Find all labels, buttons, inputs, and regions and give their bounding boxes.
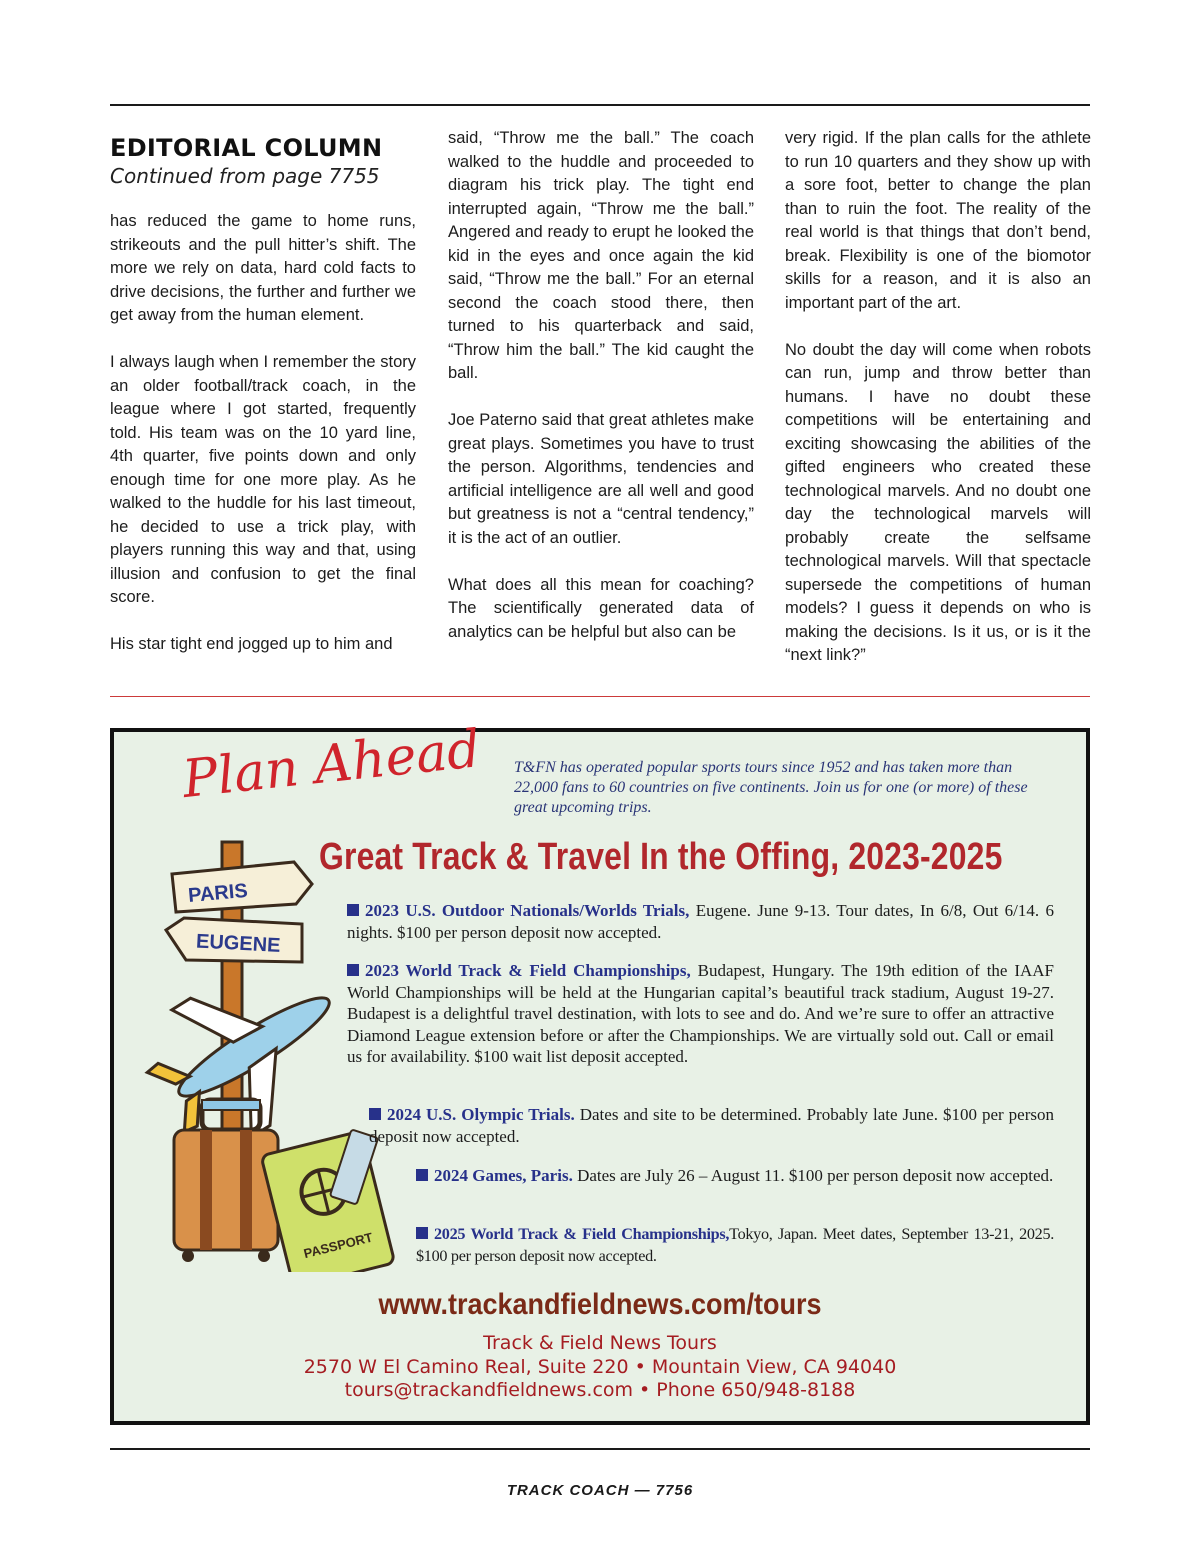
bullet-square-icon xyxy=(347,964,359,976)
tour-item-title: 2024 Games, Paris. xyxy=(434,1166,573,1185)
editorial-subtitle: Continued from page 7755 xyxy=(110,164,380,188)
tour-item-title: 2024 U.S. Olympic Trials. xyxy=(387,1105,575,1124)
paragraph: His star tight end jogged up to him and xyxy=(110,635,393,653)
tour-item xyxy=(347,900,1054,943)
paragraph: very rigid. If the plan calls for the athlete to run 10 quarters and they show up with a sore foot, better to change the plan than to ruin the foot. The reality of the real world is that things that don’t bend, break. Flexibility is one of the biomotor skills for a reason, and it is also an important part of the art. xyxy=(785,129,1091,312)
paris-sign-label: PARIS xyxy=(187,879,249,907)
contact-name: Track & Field News Tours xyxy=(483,1332,717,1354)
paragraph: I always laugh when I remember the story an older football/track coach, in the league where I got started, frequently told. His team was on the 10 yard line, 4th quarter, five points down and only enough time for one more play. As he walked to the huddle for his last timeout, he decided to use a trick play, with players running this way and that, using illusion and confusion to get the final score. xyxy=(110,353,416,606)
top-rule xyxy=(110,104,1090,106)
bullet-square-icon xyxy=(416,1227,428,1239)
tour-item-title: 2023 World Track & Field Championships, xyxy=(365,961,691,980)
tour-item-details: Dates and site to be determined. Probably late June. $100 per person deposit now accepted. xyxy=(369,1105,1054,1146)
paragraph: Joe Paterno said that great athletes make great plays. Sometimes you have to trust the person. Algorithms, tendencies and artificial intelligence are all well and good but greatness is not a “central tendency,” it is the act of an outlier. xyxy=(448,411,754,547)
bullet-square-icon xyxy=(369,1108,381,1120)
tour-item-title: 2023 U.S. Outdoor Nationals/Worlds Trials, xyxy=(365,901,690,920)
tour-item xyxy=(416,1224,1054,1267)
contact-block xyxy=(114,1332,1086,1403)
section-divider xyxy=(110,696,1090,697)
contact-email-phone[interactable]: tours@trackandfieldnews.com • Phone 650/948-8188 xyxy=(344,1379,856,1401)
ad-heading: Great Track & Travel In the Offing, 2023-2025 xyxy=(319,836,1003,878)
tours-advertisement xyxy=(110,719,1090,1425)
contact-address: 2570 W El Camino Real, Suite 220 • Mountain View, CA 94040 xyxy=(303,1355,897,1378)
article-column-1 xyxy=(110,127,416,657)
tour-item-details: Tokyo, Japan. Meet dates, September 13-21, 2025. $100 per person deposit now accepted. xyxy=(416,1225,1054,1265)
tour-item xyxy=(416,1165,1054,1187)
paragraph: has reduced the game to home runs, strikeouts and the pull hitter’s shift. The more we rely on data, hard cold facts to drive decisions, the further and further we get away from the human element. xyxy=(110,212,416,324)
bullet-square-icon xyxy=(416,1169,428,1181)
bottom-rule xyxy=(110,1448,1090,1450)
tour-item xyxy=(369,1104,1054,1147)
tour-item-title: 2025 World Track & Field Championships, xyxy=(434,1225,730,1243)
tour-item xyxy=(347,960,1054,1068)
tour-item-details: Dates are July 26 – August 11. $100 per person deposit now accepted. xyxy=(572,1166,1054,1185)
paragraph: said, “Throw me the ball.” The coach walked to the huddle and proceeded to diagram his trick play. The tight end interrupted again, “Throw me the ball.” Angered and ready to erupt he looked the kid in the eyes and once again the kid said, “Throw me the ball.” For an eternal second the coach stood there, then turned to his quarterback and said, “Throw him the ball.” The kid caught the ball. xyxy=(448,129,754,382)
passport-icon xyxy=(261,1131,395,1272)
article-column-2 xyxy=(448,127,754,644)
paragraph: What does all this mean for coaching? The scientifically generated data of analytics can be helpful but also can be xyxy=(448,575,754,641)
passport-label: PASSPORT xyxy=(302,1229,375,1262)
plan-ahead-script-title: Plan Ahead xyxy=(179,719,484,810)
tour-item-details: Eugene. June 9-13. Tour dates, In 6/8, Out 6/14. 6 nights. $100 per person deposit now accepted. xyxy=(347,901,1054,942)
page-footer: TRACK COACH — 7756 xyxy=(506,1482,694,1499)
tours-url-link[interactable]: www.trackandfieldnews.com/tours xyxy=(378,1288,822,1321)
tour-item-details: Budapest, Hungary. The 19th edition of the IAAF World Championships will be held at the Hungarian capital’s beautiful track stadium, August 19-27. Budapest is a delightful travel destination, with lots to see and do. And we’re sure to offer an attractive Diamond League extension before or after the Championships. We are virtually sold out. Call or email us for availability. $100 wait list deposit accepted. xyxy=(347,961,1054,1066)
paragraph: No doubt the day will come when robots can run, jump and throw better than humans. I have no doubt these competitions will be entertaining and exciting showcasing the abilities of the gifted engineers who created these technological marvels. And no doubt one day the technological marvels will probably create the selfsame technological marvels. Will that spectacle supersede the competitions of human models? I guess it depends on who is making the decisions. Is it us, or is it the “next link?” xyxy=(785,340,1091,664)
bullet-square-icon xyxy=(347,904,359,916)
eugene-sign-label: EUGENE xyxy=(195,930,281,957)
article-column-3 xyxy=(785,127,1091,668)
ad-intro-text: T&FN has operated popular sports tours since 1952 and has taken more than 22,000 fans to 60 countries on five continents. Join us for one (or more) of these great upcoming trips. xyxy=(514,759,1028,816)
editorial-title: EDITORIAL COLUMN xyxy=(110,134,383,162)
